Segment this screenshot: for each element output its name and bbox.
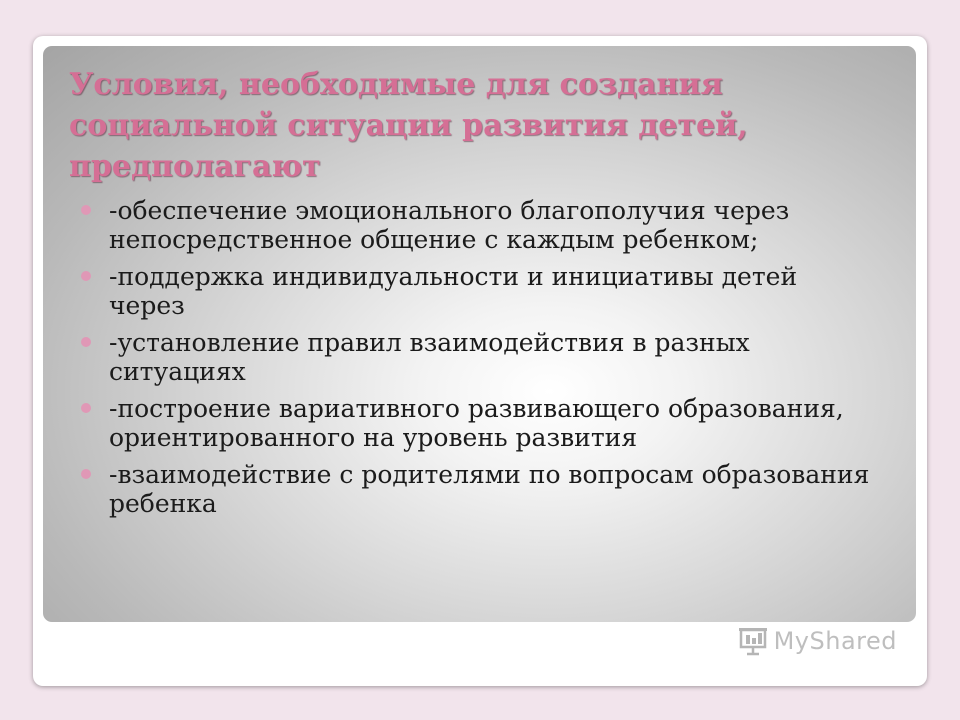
bullet-text: -поддержка индивидуальности и инициативы детей через [109, 262, 798, 320]
slide-card [33, 36, 927, 686]
bullet-text: -построение вариативного развивающего образования, ориентированного на уровень развития [109, 394, 844, 452]
bullet-item [79, 460, 879, 518]
bullet-item [79, 196, 879, 254]
bullet-list [79, 196, 879, 526]
watermark-text: MyShared [773, 627, 897, 655]
bullet-text: -обеспечение эмоционального благополучия через непосредственное общение с каждым ребенком; [109, 196, 790, 254]
watermark [738, 626, 897, 656]
content-panel [43, 46, 916, 622]
bullet-text: -установление правил взаимодействия в разных ситуациях [109, 328, 750, 386]
bullet-item [79, 262, 879, 320]
bullet-dot-icon [81, 271, 91, 281]
slide-title: Условия, необходимые для создания социальной ситуации развития детей, предполагают [69, 67, 748, 184]
bullet-item [79, 394, 879, 452]
bullet-dot-icon [81, 205, 91, 215]
bullet-text: -взаимодействие с родителями по вопросам образования ребенка [109, 460, 870, 518]
bullet-item [79, 328, 879, 386]
bullet-dot-icon [81, 337, 91, 347]
bullet-dot-icon [81, 469, 91, 479]
bullet-dot-icon [81, 403, 91, 413]
presentation-board-icon [738, 626, 768, 656]
